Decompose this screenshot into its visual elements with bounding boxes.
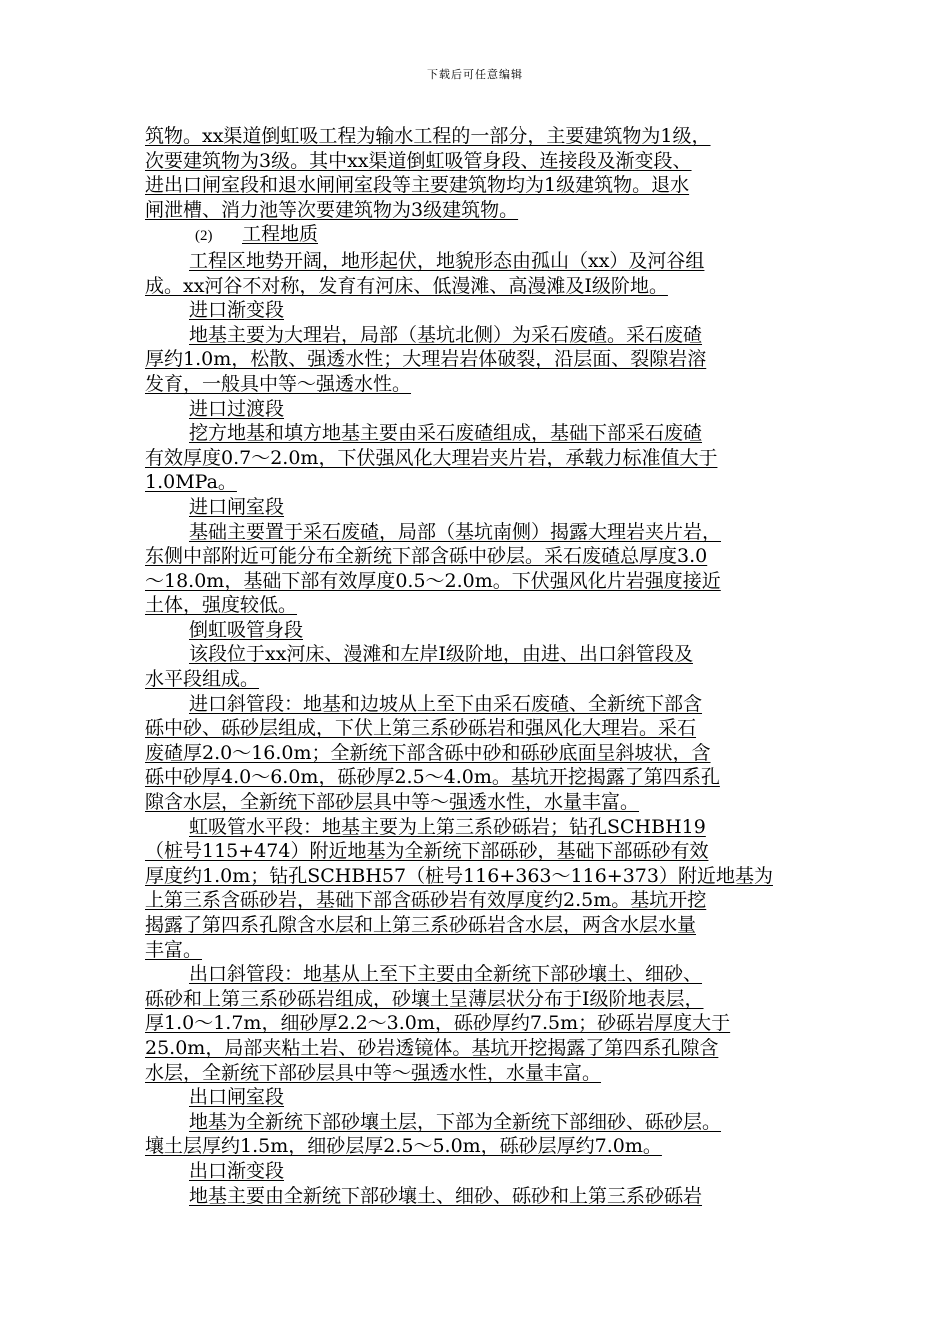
text-line: 工程区地势开阔，地形起伏，地貌形态由孤山（xx）及河谷组 — [189, 249, 705, 272]
text-line: 地基主要由全新统下部砂壤土、细砂、砾砂和上第三系砂砾岩 — [189, 1184, 703, 1207]
text-line: 次要建筑物为3级。其中xx渠道倒虹吸管身段、连接段及渐变段、 — [145, 149, 692, 172]
text-line: 地基主要为大理岩，局部（基坑北侧）为采石废碴。采石废碴 — [189, 323, 703, 346]
document-body — [145, 124, 810, 1208]
section-heading — [145, 222, 810, 249]
page-header: 下载后可任意编辑 — [427, 68, 523, 81]
text-line: 厚约1.0m，松散、强透水性；大理岩岩体破裂，沿层面、裂隙岩溶 — [145, 348, 707, 371]
text-line: 上第三系含砾砂岩，基础下部含砾砂岩有效厚度约2.5m。基坑开挖 — [145, 889, 707, 912]
text-line: 废碴厚2.0～16.0m；全新统下部含砾中砂和砾砂底面呈斜坡状，含 — [145, 741, 711, 764]
text-line: 进出口闸室段和退水闸闸室段等主要建筑物均为1级建筑物。退水 — [145, 174, 690, 197]
text-line: 砾中砂、砾砂层组成，下伏上第三系砂砾岩和强风化大理岩。采石 — [145, 717, 697, 740]
text-line: 东侧中部附近可能分布全新统下部含砾中砂层。采石废碴总厚度3.0 — [145, 545, 708, 568]
text-line: 水层，全新统下部砂层具中等～强透水性，水量丰富。 — [145, 1061, 602, 1084]
text-line: 1.0MPa。 — [145, 471, 237, 494]
text-line: 水平段组成。 — [145, 668, 260, 691]
text-line: 成。xx河谷不对称，发育有河床、低漫滩、高漫滩及Ⅰ级阶地。 — [145, 274, 668, 297]
text-line: 厚度约1.0m；钻孔SCHBH57（桩号116+363～116+373）附近地基为 — [145, 864, 773, 887]
text-line: 丰富。 — [145, 938, 203, 961]
section-title: 工程地质 — [242, 223, 319, 246]
subheading: 出口渐变段 — [189, 1159, 285, 1182]
text-line: 厚1.0～1.7m，细砂厚2.2～3.0m，砾砂厚约7.5m；砂砾岩厚度大于 — [145, 1012, 731, 1035]
text-line: 壤土层厚约1.5m，细砂层厚2.5～5.0m，砾砂层厚约7.0m。 — [145, 1135, 662, 1158]
subheading: 倒虹吸管身段 — [189, 618, 304, 641]
text-line: 地基为全新统下部砂壤土层，下部为全新统下部细砂、砾砂层。 — [189, 1110, 722, 1133]
text-line: 隙含水层，全新统下部砂层具中等～强透水性，水量丰富。 — [145, 791, 640, 814]
text-line: 进口斜管段：地基和边坡从上至下由采石废碴、全新统下部含 — [189, 692, 703, 715]
text-line: 25.0m，局部夹粘土岩、砂岩透镜体。基坑开挖揭露了第四系孔隙含 — [145, 1036, 719, 1059]
text-line: （桩号115+474）附近地基为全新统下部砾砂，基础下部砾砂有效 — [145, 840, 709, 863]
text-line: 有效厚度0.7～2.0m，下伏强风化大理岩夹片岩，承载力标准值大于 — [145, 446, 718, 469]
text-line: 挖方地基和填方地基主要由采石废碴组成，基础下部采石废碴 — [189, 422, 703, 445]
text-line: 闸泄槽、消力池等次要建筑物为3级建筑物。 — [145, 198, 519, 221]
text-line: 虹吸管水平段：地基主要为上第三系砂砾岩；钻孔SCHBH19 — [189, 815, 706, 838]
subheading: 进口过渡段 — [189, 397, 285, 420]
section-number: (2) — [195, 228, 213, 245]
text-line: 揭露了第四系孔隙含水层和上第三系砂砾岩含水层，两含水层水量 — [145, 914, 697, 936]
text-line: 发育，一般具中等～强透水性。 — [145, 372, 412, 395]
text-line: 该段位于xx河床、漫滩和左岸Ⅰ级阶地，由进、出口斜管段及 — [189, 643, 693, 666]
text-line: 砾砂和上第三系砂砾岩组成，砂壤土呈薄层状分布于I级阶地表层， — [145, 987, 704, 1010]
subheading: 出口闸室段 — [189, 1086, 285, 1109]
text-line: ～18.0m，基础下部有效厚度0.5～2.0m。下伏强风化片岩强度接近 — [145, 569, 721, 592]
subheading: 进口闸室段 — [189, 495, 285, 518]
text-line: 砾中砂厚4.0～6.0m，砾砂厚2.5～4.0m。基坑开挖揭露了第四系孔 — [145, 766, 720, 789]
text-line: 出口斜管段：地基从上至下主要由全新统下部砂壤土、细砂、 — [189, 963, 703, 986]
text-line: 土体，强度较低。 — [145, 594, 298, 617]
text-line: 基础主要置于采石废碴，局部（基坑南侧）揭露大理岩夹片岩， — [189, 520, 722, 543]
text-line: 筑物。xx渠道倒虹吸工程为输水工程的一部分，主要建筑物为1级， — [145, 125, 711, 147]
subheading: 进口渐变段 — [189, 299, 285, 322]
